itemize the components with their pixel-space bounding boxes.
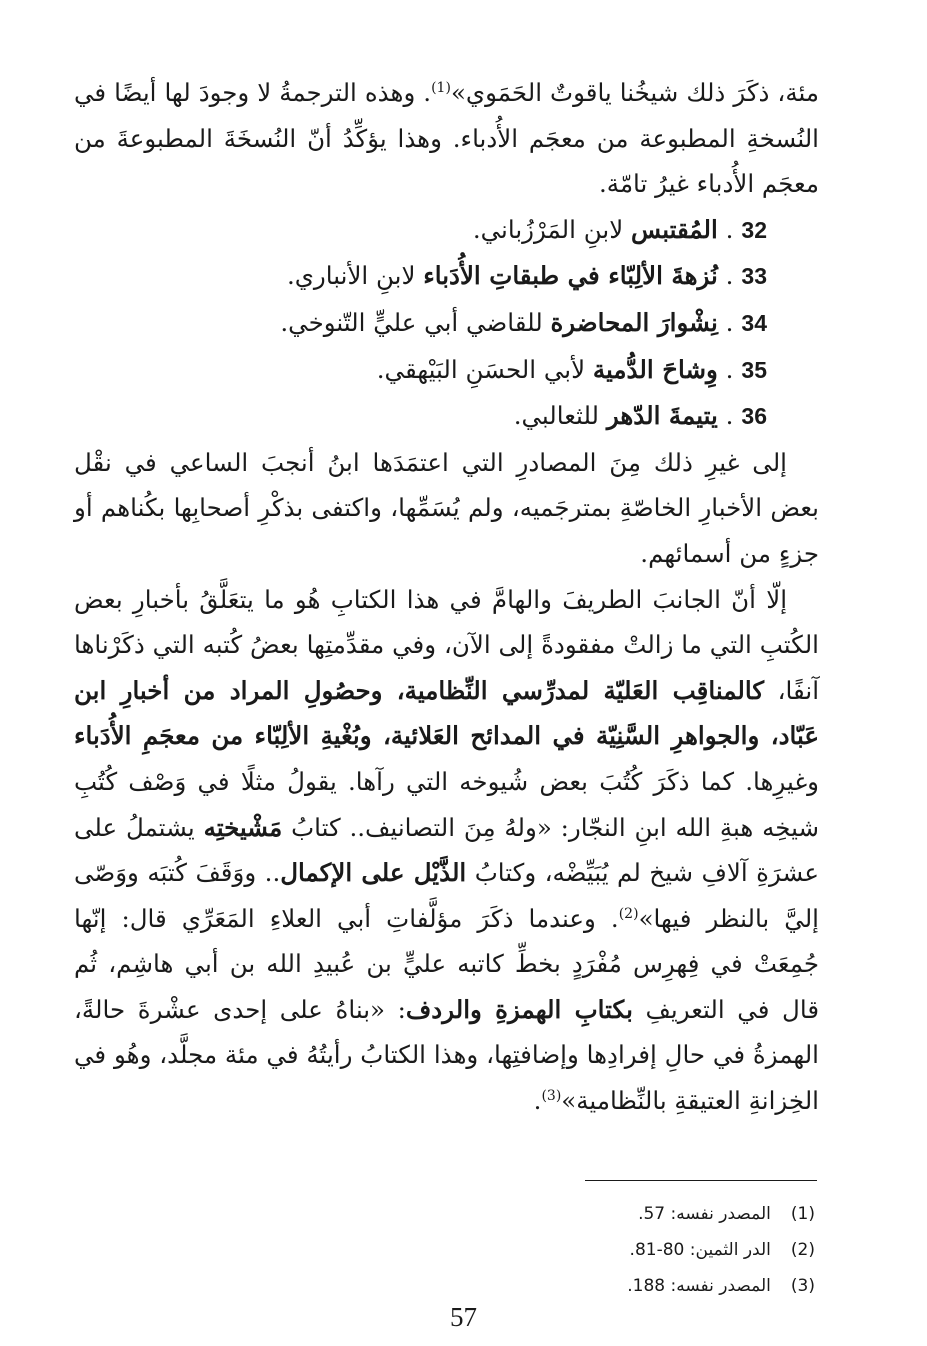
lost-books-text-g: . [533, 1086, 542, 1116]
intro-text-b: . وهذه الترجمةُ لا وجودَ لها أيضًا في النُسخةِ المطبوعة من معجَم الأُدباء. وهذا يؤكِّدُ أنّ النُسخَةَ المطبوعةَ من معجَم الأُدباء غيرُ تامّة. [74, 78, 819, 199]
footnote-text: الدر الثمين: 80-81. [629, 1240, 771, 1260]
footnote-number: (1) [790, 1204, 815, 1224]
lost-books-bold-c: الذَّيْل على الإكمال [280, 858, 467, 888]
list-item-title: نِشْوارَ المحاضرة [550, 307, 718, 337]
lost-books-bold-d: بكتابِ الهمزةِ والردف [405, 994, 633, 1024]
list-item-number: 35 [741, 356, 767, 383]
list-item-title: يتيمةَ الدّهر [606, 401, 718, 431]
list-item: 32. المُقتبس لابنِ المَرْزُباني. [74, 207, 819, 254]
list-item: 33. نُزهةَ الألِبّاء في طبقاتِ الأُدَباء لابنِ الأنباري. [74, 253, 819, 300]
list-item-title: المُقتبس [630, 214, 718, 244]
lost-books-bold-b: مَشْيختِه [203, 812, 283, 842]
footnote-item [555, 1232, 815, 1268]
lost-books-text-f: : «بناهُ على إحدى عشْرةَ حالةً، الهمزةُ في حالِ إفرادِها وإضافتِها، وهذا الكتابُ رأيتُهُ في مئة مجلَّد، وهُو في الخِزانةِ العتيقةِ بالنِّظامية» [74, 994, 819, 1116]
intro-text-a: مئة، ذكَرَ ذلك شيخُنا ياقوتٌ الحَمَوي» [450, 78, 819, 107]
list-item-author: للقاضي أبي عليٍّ التّنوخي. [280, 307, 551, 337]
lost-books-text-d: .. ووَقَفَ كُتبَه ووَصّى إليَّ بالنظر فيها» [74, 858, 819, 933]
list-item: 34. نِشْوارَ المحاضرة للقاضي أبي عليٍّ التّنوخي. [74, 300, 819, 347]
footnote-number: (2) [790, 1240, 815, 1260]
footnote-ref-3: (3) [541, 1087, 562, 1104]
paragraph-lost-books [74, 577, 819, 1124]
list-item-number: 36 [741, 403, 767, 430]
intro-paragraph [74, 70, 819, 207]
list-item: 36. يتيمةَ الدّهر للثعالبي. [74, 393, 819, 440]
list-item-author: للثعالبي. [513, 401, 607, 431]
list-item-title: نُزهةَ الألِبّاء في طبقاتِ الأُدَباء [423, 261, 718, 291]
list-item-number: 32 [741, 216, 767, 243]
paragraph-other-sources: إلى غيرِ ذلك مِنَ المصادرِ التي اعتمَدَها ابنُ أنجبَ الساعي في نقْل بعض الأخبارِ الخاصّةِ بمترجَميه، ولم يُسَمِّها، واكتفى بذكْرِ أصحابِها بكُناهم أو جزءٍ من أسمائهم. [74, 447, 819, 568]
list-item-number: 33 [741, 263, 767, 290]
footnote-text: المصدر نفسه: 57. [638, 1204, 771, 1224]
footnote-item [555, 1268, 815, 1304]
sources-list [74, 207, 819, 440]
list-item-author: لابنِ المَرْزُباني. [472, 214, 631, 244]
list-item-number: 34 [741, 309, 767, 336]
footnotes [555, 1196, 815, 1304]
list-item-author: لابنِ الأنباري. [286, 261, 424, 291]
list-item-title: وِشاحَ الدُّمية [592, 354, 718, 384]
footnote-number: (3) [790, 1276, 815, 1296]
footnote-text: المصدر نفسه: 188. [627, 1276, 771, 1296]
lost-books-text-a: إلّا أنّ الجانبَ الطريفَ والهامَّ في هذا الكتابِ هُو ما يتعَلَّقُ بأخبارِ بعض الكُتبِ التي ما زالتْ مفقودةً إلى الآن، وفي مقدِّمتِها بعضُ كُتبه التي ذكَرْناها آنفًا، [74, 584, 819, 705]
list-item: 35. وِشاحَ الدُّمية لأبي الحسَنِ البَيْهقي. [74, 347, 819, 394]
lost-books-bold-a: كالمناقِب العَليّة لمدرِّسي النِّظامية، وحصُولِ المراد من أخبارِ ابن عَبّاد، والجواهرِ السَّنِيّة في المدائح العَلائية، وبُغْيةِ الألِبّاء من معجَمِ الأُدَباء [74, 675, 819, 751]
footnote-ref-1: (1) [431, 79, 451, 96]
lost-books-text-c: يشتملُ على عشرَةِ آلافِ شيخ لم يُبَيِّضْه، وكتابُ [74, 812, 819, 888]
page-number: 57 [450, 1302, 477, 1332]
list-item-author: لأبي الحسَنِ البَيْهقي. [376, 354, 593, 384]
main-text [74, 70, 819, 1124]
footnote-divider [585, 1180, 817, 1181]
lost-books-text-e: . وعندما ذكَرَ مؤلَّفاتِ أبي العلاءِ المَعَرِّي قال: إنّها جُمِعَتْ في فِهرِس مُفْرَدٍ بخطِّ كاتبه عليٍّ بن عُبيدِ الله بن أبي هاشِم، ثُم قال في التعريفِ [74, 903, 820, 1024]
footnote-item [555, 1196, 815, 1232]
footnote-ref-2: (2) [618, 905, 639, 922]
lost-books-text-b: وغيرِها. كما ذكَرَ كُتُبَ بعض شُيوخه التي رآها. يقولُ مثلًا في وَصْف كُتُبِ شيخِه هبةِ الله ابنِ النجّار: «ولهُ مِنَ التصانيف.. كتابُ [74, 766, 819, 842]
